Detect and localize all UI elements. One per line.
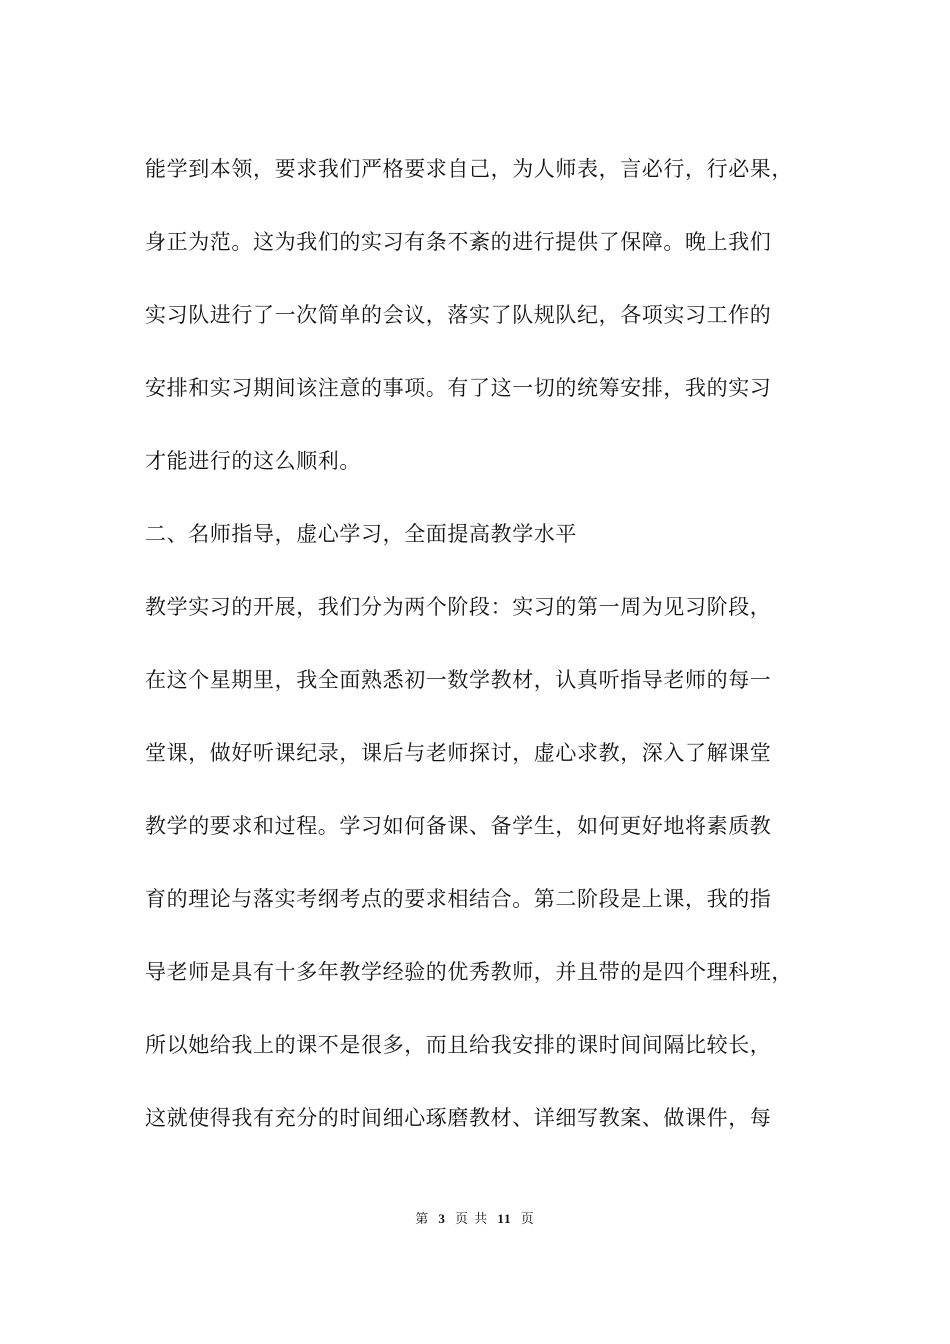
text-line-4: 安排和实习期间该注意的事项。有了这一切的统筹安排，我的实习 <box>145 376 772 400</box>
text-line-10: 教学的要求和过程。学习如何备课、备学生，如何更好地将素质教 <box>145 814 772 838</box>
total-pages-number: 11 <box>497 1211 512 1226</box>
text-line-3: 实习队进行了一次简单的会议，落实了队规队纪，各项实习工作的 <box>145 303 772 327</box>
text-line-8: 在这个星期里，我全面熟悉初一数学教材，认真听指导老师的每一 <box>145 668 772 692</box>
footer-prefix: 第 <box>415 1212 430 1227</box>
text-line-2: 身正为范。这为我们的实习有条不紊的进行提供了保障。晚上我们 <box>145 230 772 254</box>
body-text <box>145 133 835 1155</box>
current-page-number: 3 <box>438 1211 446 1226</box>
text-line-1: 能学到本领，要求我们严格要求自己，为人师表，言必行，行必果， <box>145 157 793 181</box>
text-line-5: 才能进行的这么顺利。 <box>145 449 361 473</box>
text-line-13: 所以她给我上的课不是很多，而且给我安排的课时间间隔比较长， <box>145 1033 772 1057</box>
footer-suffix: 页 <box>520 1212 535 1227</box>
page-footer <box>0 1208 950 1227</box>
text-line-11: 育的理论与落实考纲考点的要求相结合。第二阶段是上课，我的指 <box>145 887 772 911</box>
footer-middle: 页 共 <box>455 1212 489 1227</box>
section-heading: 二、名师指导，虚心学习，全面提高教学水平 <box>145 522 577 546</box>
text-line-14: 这就使得我有充分的时间细心琢磨教材、详细写教案、做课件，每 <box>145 1106 772 1130</box>
text-line-12: 导老师是具有十多年教学经验的优秀教师，并且带的是四个理科班， <box>145 960 793 984</box>
text-line-7: 教学实习的开展，我们分为两个阶段：实习的第一周为见习阶段， <box>145 595 772 619</box>
text-line-9: 堂课，做好听课纪录，课后与老师探讨，虚心求教，深入了解课堂 <box>145 741 772 765</box>
